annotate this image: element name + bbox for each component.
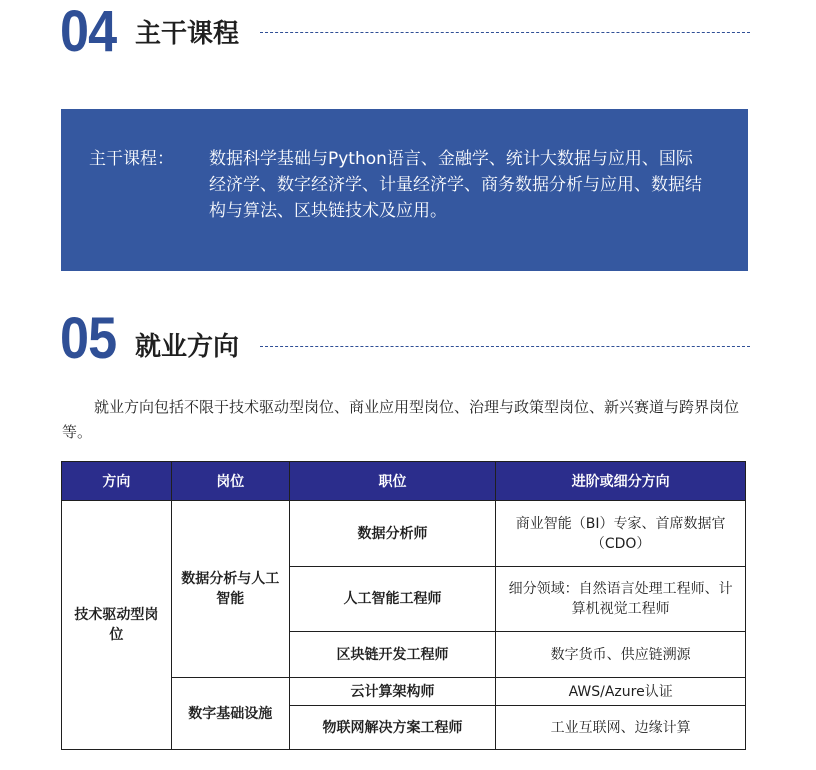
course-label: 主干课程： — [89, 149, 174, 169]
table-header-row — [62, 462, 746, 501]
dashed-divider — [260, 346, 750, 347]
column-header: 方向 — [62, 462, 172, 501]
section-title: 主干课程 — [135, 19, 240, 49]
section-title: 就业方向 — [135, 332, 240, 362]
detail-cell: 数字货币、供应链溯源 — [496, 632, 746, 678]
direction-cell: 技术驱动型岗位 — [62, 501, 172, 750]
section-number: 04 — [60, 0, 117, 64]
column-header: 岗位 — [171, 462, 289, 501]
detail-cell: AWS/Azure认证 — [496, 678, 746, 706]
table-row — [62, 501, 746, 567]
course-panel — [61, 109, 748, 271]
detail-cell: 工业互联网、边缘计算 — [496, 706, 746, 750]
job-cell: 云计算架构师 — [289, 678, 496, 706]
detail-cell: 细分领域：自然语言处理工程师、计算机视觉工程师 — [496, 567, 746, 632]
post-cell: 数据分析与人工智能 — [171, 501, 289, 678]
job-cell: 区块链开发工程师 — [289, 632, 496, 678]
job-cell: 人工智能工程师 — [289, 567, 496, 632]
section-header-courses — [60, 2, 750, 62]
careers-intro: 就业方向包括不限于技术驱动型岗位、商业应用型岗位、治理与政策型岗位、新兴赛道与跨界岗位等。 — [62, 398, 740, 441]
detail-cell: 商业智能（BI）专家、首席数据官（CDO） — [496, 501, 746, 567]
careers-table — [61, 461, 746, 750]
job-cell: 数据分析师 — [289, 501, 496, 567]
dashed-divider — [260, 32, 750, 33]
job-cell: 物联网解决方案工程师 — [289, 706, 496, 750]
column-header: 进阶或细分方向 — [496, 462, 746, 501]
section-header-careers — [60, 306, 750, 371]
post-cell: 数字基础设施 — [171, 678, 289, 750]
column-header: 职位 — [289, 462, 496, 501]
section-number: 05 — [60, 306, 117, 371]
course-list: 数据科学基础与Python语言、金融学、统计大数据与应用、国际经济学、数字经济学、计量经济学、商务数据分析与应用、数据结构与算法、区块链技术及应用。 — [209, 149, 702, 221]
